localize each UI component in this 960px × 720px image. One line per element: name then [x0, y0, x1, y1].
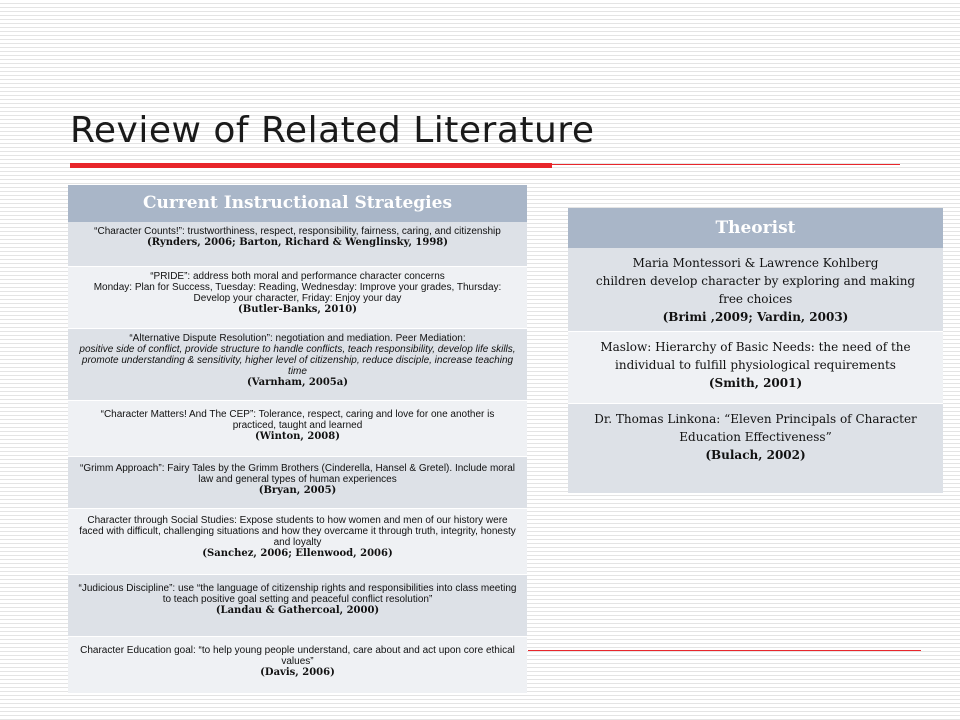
theorist-row — [568, 332, 943, 404]
strategy-citation: (Bryan, 2005) — [258, 485, 337, 496]
theorist-row — [568, 248, 943, 332]
strategy-citation: (Sanchez, 2006; Ellenwood, 2006) — [202, 548, 393, 559]
strategy-text: “Alternative Dispute Resolution”: negotiation and mediation. Peer Mediation: — [129, 333, 466, 344]
strategy-row — [68, 329, 527, 401]
strategy-row — [68, 637, 527, 693]
title-underline-thick — [70, 163, 552, 168]
theorist-names: Maria Montessori & Lawrence Kohlberg — [632, 256, 879, 270]
strategy-text: “PRIDE”: address both moral and performance character concerns — [150, 271, 445, 282]
strategy-row — [68, 222, 527, 267]
strategy-citation: (Winton, 2008) — [255, 431, 340, 442]
strategy-text-detail: Monday: Plan for Success, Tuesday: Reading, Wednesday: Improve your grades, Thursday: Develop your character, Friday: Enjoy your day — [93, 282, 502, 304]
slide-title: Review of Related Literature — [70, 110, 595, 151]
theorist-header: Theorist — [568, 208, 943, 248]
theorist-table — [568, 208, 943, 493]
strategy-citation: (Rynders, 2006; Barton, Richard & Wenglinsky, 1998) — [147, 237, 448, 248]
strategy-text: “Grimm Approach”: Fairy Tales by the Grimm Brothers (Cinderella, Hansel & Gretel). Include moral law and general types of human experiences — [80, 463, 515, 485]
strategy-text: Character Education goal: “to help young people understand, care about and act upon core ethical values” — [80, 645, 515, 667]
strategy-text-detail: positive side of conflict, provide structure to handle conflicts, teach responsibility, develop life skills, promote understanding & sensitivity, higher level of citizenship, reduce disciple, increase teaching time — [79, 344, 516, 377]
strategy-row — [68, 457, 527, 509]
theorist-text: Maslow: Hierarchy of Basic Needs: the need of the individual to fulfill physiological requirements — [600, 340, 911, 372]
theorist-text: Dr. Thomas Linkona: “Eleven Principals of Character Education Effectiveness” — [594, 412, 917, 444]
strategy-row — [68, 267, 527, 329]
title-underline-thin — [552, 164, 900, 165]
strategy-row — [68, 575, 527, 637]
strategy-text: Character through Social Studies: Expose students to how women and men of our history were faced with difficult, challenging situations and how they overcame it through truth, integrity, honesty and loyalty — [79, 515, 516, 548]
strategy-citation: (Butler-Banks, 2010) — [238, 304, 357, 315]
strategy-text: “Character Counts!”: trustworthiness, respect, responsibility, fairness, caring, and citizenship — [94, 226, 501, 237]
strategy-text: “Character Matters! And The CEP”: Tolerance, respect, caring and love for one another is practiced, taught and learned — [100, 409, 495, 431]
theorist-citation: (Brimi ,2009; Vardin, 2003) — [662, 310, 849, 324]
strategy-text: “Judicious Discipline”: use “the language of citizenship rights and responsibilities into class meeting to teach positive goal setting and peaceful conflict resolution” — [78, 583, 517, 605]
theorist-citation: (Smith, 2001) — [708, 376, 803, 390]
bottom-rule — [528, 650, 921, 651]
theorist-text: children develop character by exploring and making free choices — [595, 274, 916, 306]
strategy-row — [68, 401, 527, 457]
strategy-citation: (Varnham, 2005a) — [247, 377, 348, 388]
strategies-header: Current Instructional Strategies — [68, 185, 527, 222]
theorist-row — [568, 404, 943, 493]
strategy-row — [68, 509, 527, 575]
strategies-table — [68, 185, 527, 693]
strategy-citation: (Landau & Gathercoal, 2000) — [215, 605, 380, 616]
theorist-citation: (Bulach, 2002) — [705, 448, 806, 462]
strategy-citation: (Davis, 2006) — [260, 667, 335, 678]
